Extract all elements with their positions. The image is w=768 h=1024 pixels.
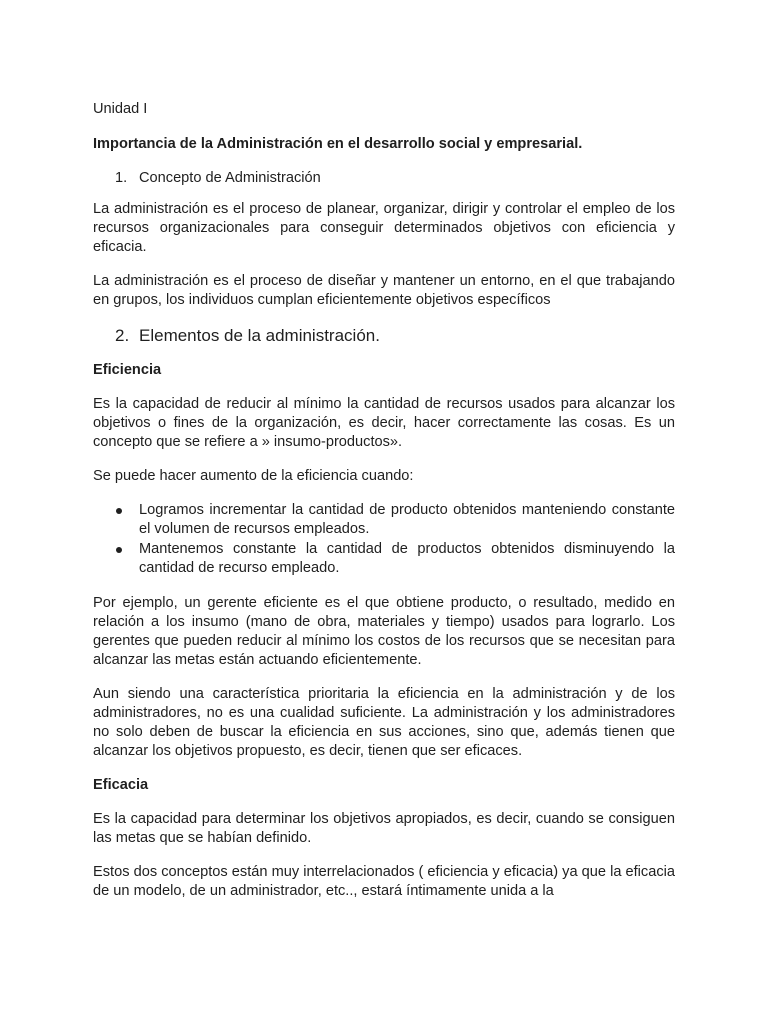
eficacia-paragraph-2: Estos dos conceptos están muy interrelacionados ( eficiencia y eficacia) ya que la eficacia de un modelo, de un administrador, etc.., estará íntimamente unida a la xyxy=(93,864,675,899)
bullet-icon xyxy=(93,501,139,539)
eficacia-paragraph-1: Es la capacidad para determinar los objetivos apropiados, es decir, cuando se consiguen las metas que se habían definido. xyxy=(93,811,675,846)
eficacia-heading: Eficacia xyxy=(93,777,149,793)
eficiencia-paragraph-1: Es la capacidad de reducir al mínimo la cantidad de recursos usados para alcanzar los objetivos o fines de la organización, es decir, hacer correctamente las cosas. Es un concepto que se refiere a » insumo-productos». xyxy=(93,396,675,450)
section-2-label: Elementos de la administración. xyxy=(139,326,380,345)
section-1-number: 1. xyxy=(115,170,128,186)
document-page xyxy=(93,100,675,916)
paragraph-concept-1: La administración es el proceso de planear, organizar, dirigir y controlar el empleo de los recursos organizacionales para conseguir determinados objetivos con eficiencia y eficacia. xyxy=(93,201,675,255)
section-1-heading xyxy=(93,169,675,188)
section-1-label: Concepto de Administración xyxy=(139,170,321,186)
list-item xyxy=(93,540,675,578)
document-title: Importancia de la Administración en el desarrollo social y empresarial. xyxy=(93,136,583,152)
paragraph-concept-2: La administración es el proceso de diseñar y mantener un entorno, en el que trabajando en grupos, los individuos cumplan eficientemente objetivos específicos xyxy=(93,273,675,308)
unit-label: Unidad I xyxy=(93,101,148,117)
list-item-text: Mantenemos constante la cantidad de productos obtenidos disminuyendo la cantidad de recurso empleado. xyxy=(139,541,675,576)
eficiencia-paragraph-4: Aun siendo una característica prioritaria la eficiencia en la administración y de los administradores, no es una cualidad suficiente. La administración y los administradores no solo deben de buscar la eficiencia en sus acciones, sino que, además tienen que alcanzar los objetivos propuesto, es decir, tienen que ser eficaces. xyxy=(93,686,675,759)
bullet-icon xyxy=(93,540,139,578)
list-item xyxy=(93,501,675,539)
eficiencia-paragraph-2: Se puede hacer aumento de la eficiencia cuando: xyxy=(93,468,414,484)
eficiencia-bullet-list xyxy=(93,501,675,578)
list-item-text: Logramos incrementar la cantidad de producto obtenidos manteniendo constante el volumen de recursos empleados. xyxy=(139,502,675,537)
section-2-number: 2. xyxy=(115,326,130,345)
section-2-heading xyxy=(93,325,675,347)
eficiencia-heading: Eficiencia xyxy=(93,362,162,378)
eficiencia-paragraph-3: Por ejemplo, un gerente eficiente es el que obtiene producto, o resultado, medido en relación a los insumo (mano de obra, materiales y tiempo) usados para lograrlo. Los gerentes que pueden reducir al mínimo los costos de los recursos que se necesitan para alcanzar las metas están actuando eficientemente. xyxy=(93,595,675,668)
